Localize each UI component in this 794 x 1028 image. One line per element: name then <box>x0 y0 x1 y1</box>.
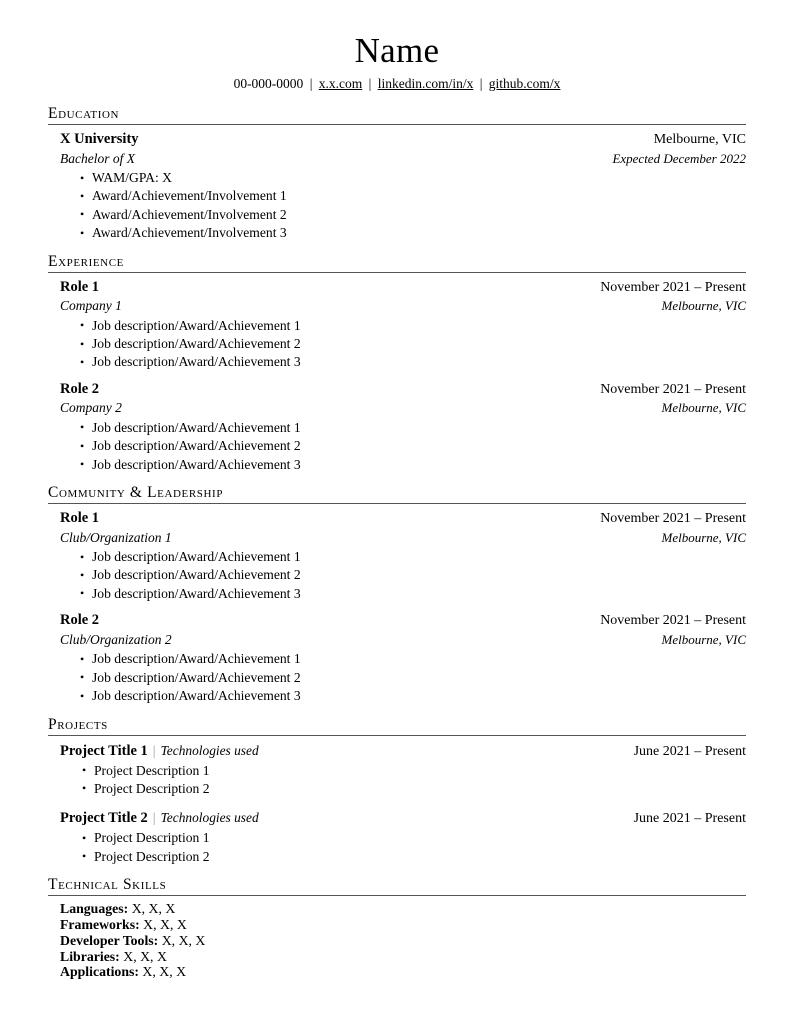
entry-date: November 2021 – Present <box>600 381 746 397</box>
entry-sub-row <box>60 529 746 548</box>
project-title: Project Title 2 <box>60 810 148 827</box>
list-item: • Job description/Award/Achievement 2 <box>80 335 746 353</box>
bullet-list <box>60 317 746 372</box>
skill-label: Developer Tools: <box>60 932 159 948</box>
section-title-experience: Experience <box>48 252 746 273</box>
entry-subtitle: Club/Organization 2 <box>60 631 172 647</box>
entry-experience-0 <box>48 278 746 372</box>
entry-location: Melbourne, VIC <box>661 631 746 647</box>
project-item-0 <box>48 741 746 799</box>
entry-community-0 <box>48 509 746 603</box>
skill-value: X, X, X <box>161 932 206 948</box>
section-content-experience <box>48 278 746 474</box>
list-item: • Project Description 2 <box>82 848 746 866</box>
section-title-community-leadership: Community & Leadership <box>48 483 746 504</box>
list-item: • Project Description 1 <box>82 829 746 847</box>
entry-title: Role 1 <box>60 278 100 295</box>
section-community-leadership <box>48 483 746 705</box>
entry-location: Melbourne, VIC <box>661 298 746 314</box>
bullet-list <box>60 829 746 866</box>
skill-value: X, X, X <box>142 964 187 980</box>
contact-separator-1: | <box>309 76 313 91</box>
candidate-name: Name <box>354 31 440 70</box>
entry-sub-row <box>60 631 746 650</box>
list-item: • Job description/Award/Achievement 3 <box>80 456 746 474</box>
section-experience <box>48 252 746 474</box>
skill-value: X, X, X <box>131 901 176 917</box>
list-item: • Job description/Award/Achievement 3 <box>80 687 746 705</box>
skill-line-applications <box>60 964 746 980</box>
entry-sub-row <box>60 297 746 316</box>
skill-label: Frameworks: <box>60 916 140 932</box>
entry-community-1 <box>48 611 746 705</box>
resume-header <box>0 0 794 93</box>
project-separator: | <box>152 743 156 759</box>
skill-label: Languages: <box>60 901 129 917</box>
project-title: Project Title 1 <box>60 742 148 759</box>
project-header-row <box>60 741 746 761</box>
skill-line-developer-tools <box>60 933 746 949</box>
list-item: • WAM/GPA: X <box>80 169 746 187</box>
list-item: • Job description/Award/Achievement 2 <box>80 437 746 455</box>
section-technical-skills <box>48 875 746 980</box>
entry-subtitle: Bachelor of X <box>60 150 135 166</box>
linkedin-link[interactable]: linkedin.com/in/x <box>377 76 474 91</box>
project-title-group <box>60 741 259 761</box>
section-content-education <box>48 130 746 243</box>
project-title-group <box>60 808 259 828</box>
section-title-education: Education <box>48 104 746 125</box>
list-item: • Job description/Award/Achievement 2 <box>80 669 746 687</box>
skills-list <box>48 901 746 980</box>
entry-title: Role 2 <box>60 612 100 629</box>
list-item: • Job description/Award/Achievement 1 <box>80 317 746 335</box>
project-technologies: Technologies used <box>160 742 259 758</box>
bullet-list <box>60 762 746 799</box>
resume-body <box>0 104 794 980</box>
skill-line-languages <box>60 901 746 917</box>
skill-line-libraries <box>60 949 746 965</box>
entry-header-row <box>60 611 746 631</box>
entry-location: Melbourne, VIC <box>661 400 746 416</box>
list-item: • Award/Achievement/Involvement 2 <box>80 206 746 224</box>
website-link[interactable]: x.x.com <box>318 76 363 91</box>
entry-header-row <box>60 278 746 298</box>
entry-title: X University <box>60 131 139 147</box>
skill-value: X, X, X <box>123 948 167 964</box>
list-item: • Job description/Award/Achievement 3 <box>80 353 746 371</box>
project-date: June 2021 – Present <box>633 743 746 759</box>
entry-date: Melbourne, VIC <box>653 132 746 147</box>
entry-location: Expected December 2022 <box>612 150 746 166</box>
section-content-community-leadership <box>48 509 746 705</box>
list-item: • Project Description 2 <box>82 780 746 798</box>
section-education <box>48 104 746 243</box>
list-item: • Job description/Award/Achievement 2 <box>80 566 746 584</box>
project-date: June 2021 – Present <box>633 811 746 827</box>
entry-date: November 2021 – Present <box>600 511 746 527</box>
entry-education-0 <box>48 130 746 243</box>
entry-sub-row <box>60 399 746 418</box>
project-item-1 <box>48 808 746 866</box>
entry-date: November 2021 – Present <box>600 279 746 295</box>
entry-subtitle: Club/Organization 1 <box>60 529 172 545</box>
bullet-list <box>60 548 746 603</box>
entry-date: November 2021 – Present <box>600 613 746 629</box>
contact-separator-2: | <box>368 76 372 91</box>
entry-header-row <box>60 509 746 529</box>
entry-experience-1 <box>48 380 746 474</box>
project-separator: | <box>152 811 156 827</box>
entry-sub-row <box>60 150 746 169</box>
project-technologies: Technologies used <box>160 810 259 826</box>
entry-title: Role 2 <box>60 380 100 397</box>
list-item: • Job description/Award/Achievement 1 <box>80 548 746 566</box>
entry-title: Role 1 <box>60 510 100 527</box>
list-item: • Job description/Award/Achievement 1 <box>80 650 746 668</box>
bullet-list <box>60 419 746 474</box>
entry-location: Melbourne, VIC <box>661 529 746 545</box>
entry-header-row <box>60 380 746 400</box>
entry-subtitle: Company 2 <box>60 400 122 416</box>
skill-label: Applications: <box>60 964 139 980</box>
entry-subtitle: Company 1 <box>60 298 122 314</box>
skill-line-frameworks <box>60 917 746 933</box>
list-item: • Award/Achievement/Involvement 1 <box>80 187 746 205</box>
section-projects <box>48 715 746 867</box>
github-link[interactable]: github.com/x <box>488 76 561 91</box>
project-header-row <box>60 808 746 828</box>
section-content-projects <box>48 741 746 867</box>
contact-line <box>0 75 794 93</box>
skill-value: X, X, X <box>143 916 187 932</box>
section-title-projects: Projects <box>48 715 746 736</box>
bullet-list <box>60 169 746 243</box>
list-item: • Award/Achievement/Involvement 3 <box>80 224 746 242</box>
bullet-list <box>60 650 746 705</box>
section-title-technical-skills: Technical Skills <box>48 875 746 896</box>
contact-separator-3: | <box>479 76 483 91</box>
phone-number: 00-000-0000 <box>233 76 304 91</box>
skill-label: Libraries: <box>60 948 120 964</box>
list-item: • Job description/Award/Achievement 3 <box>80 585 746 603</box>
entry-header-row <box>60 130 746 150</box>
list-item: • Job description/Award/Achievement 1 <box>80 419 746 437</box>
list-item: • Project Description 1 <box>82 762 746 780</box>
